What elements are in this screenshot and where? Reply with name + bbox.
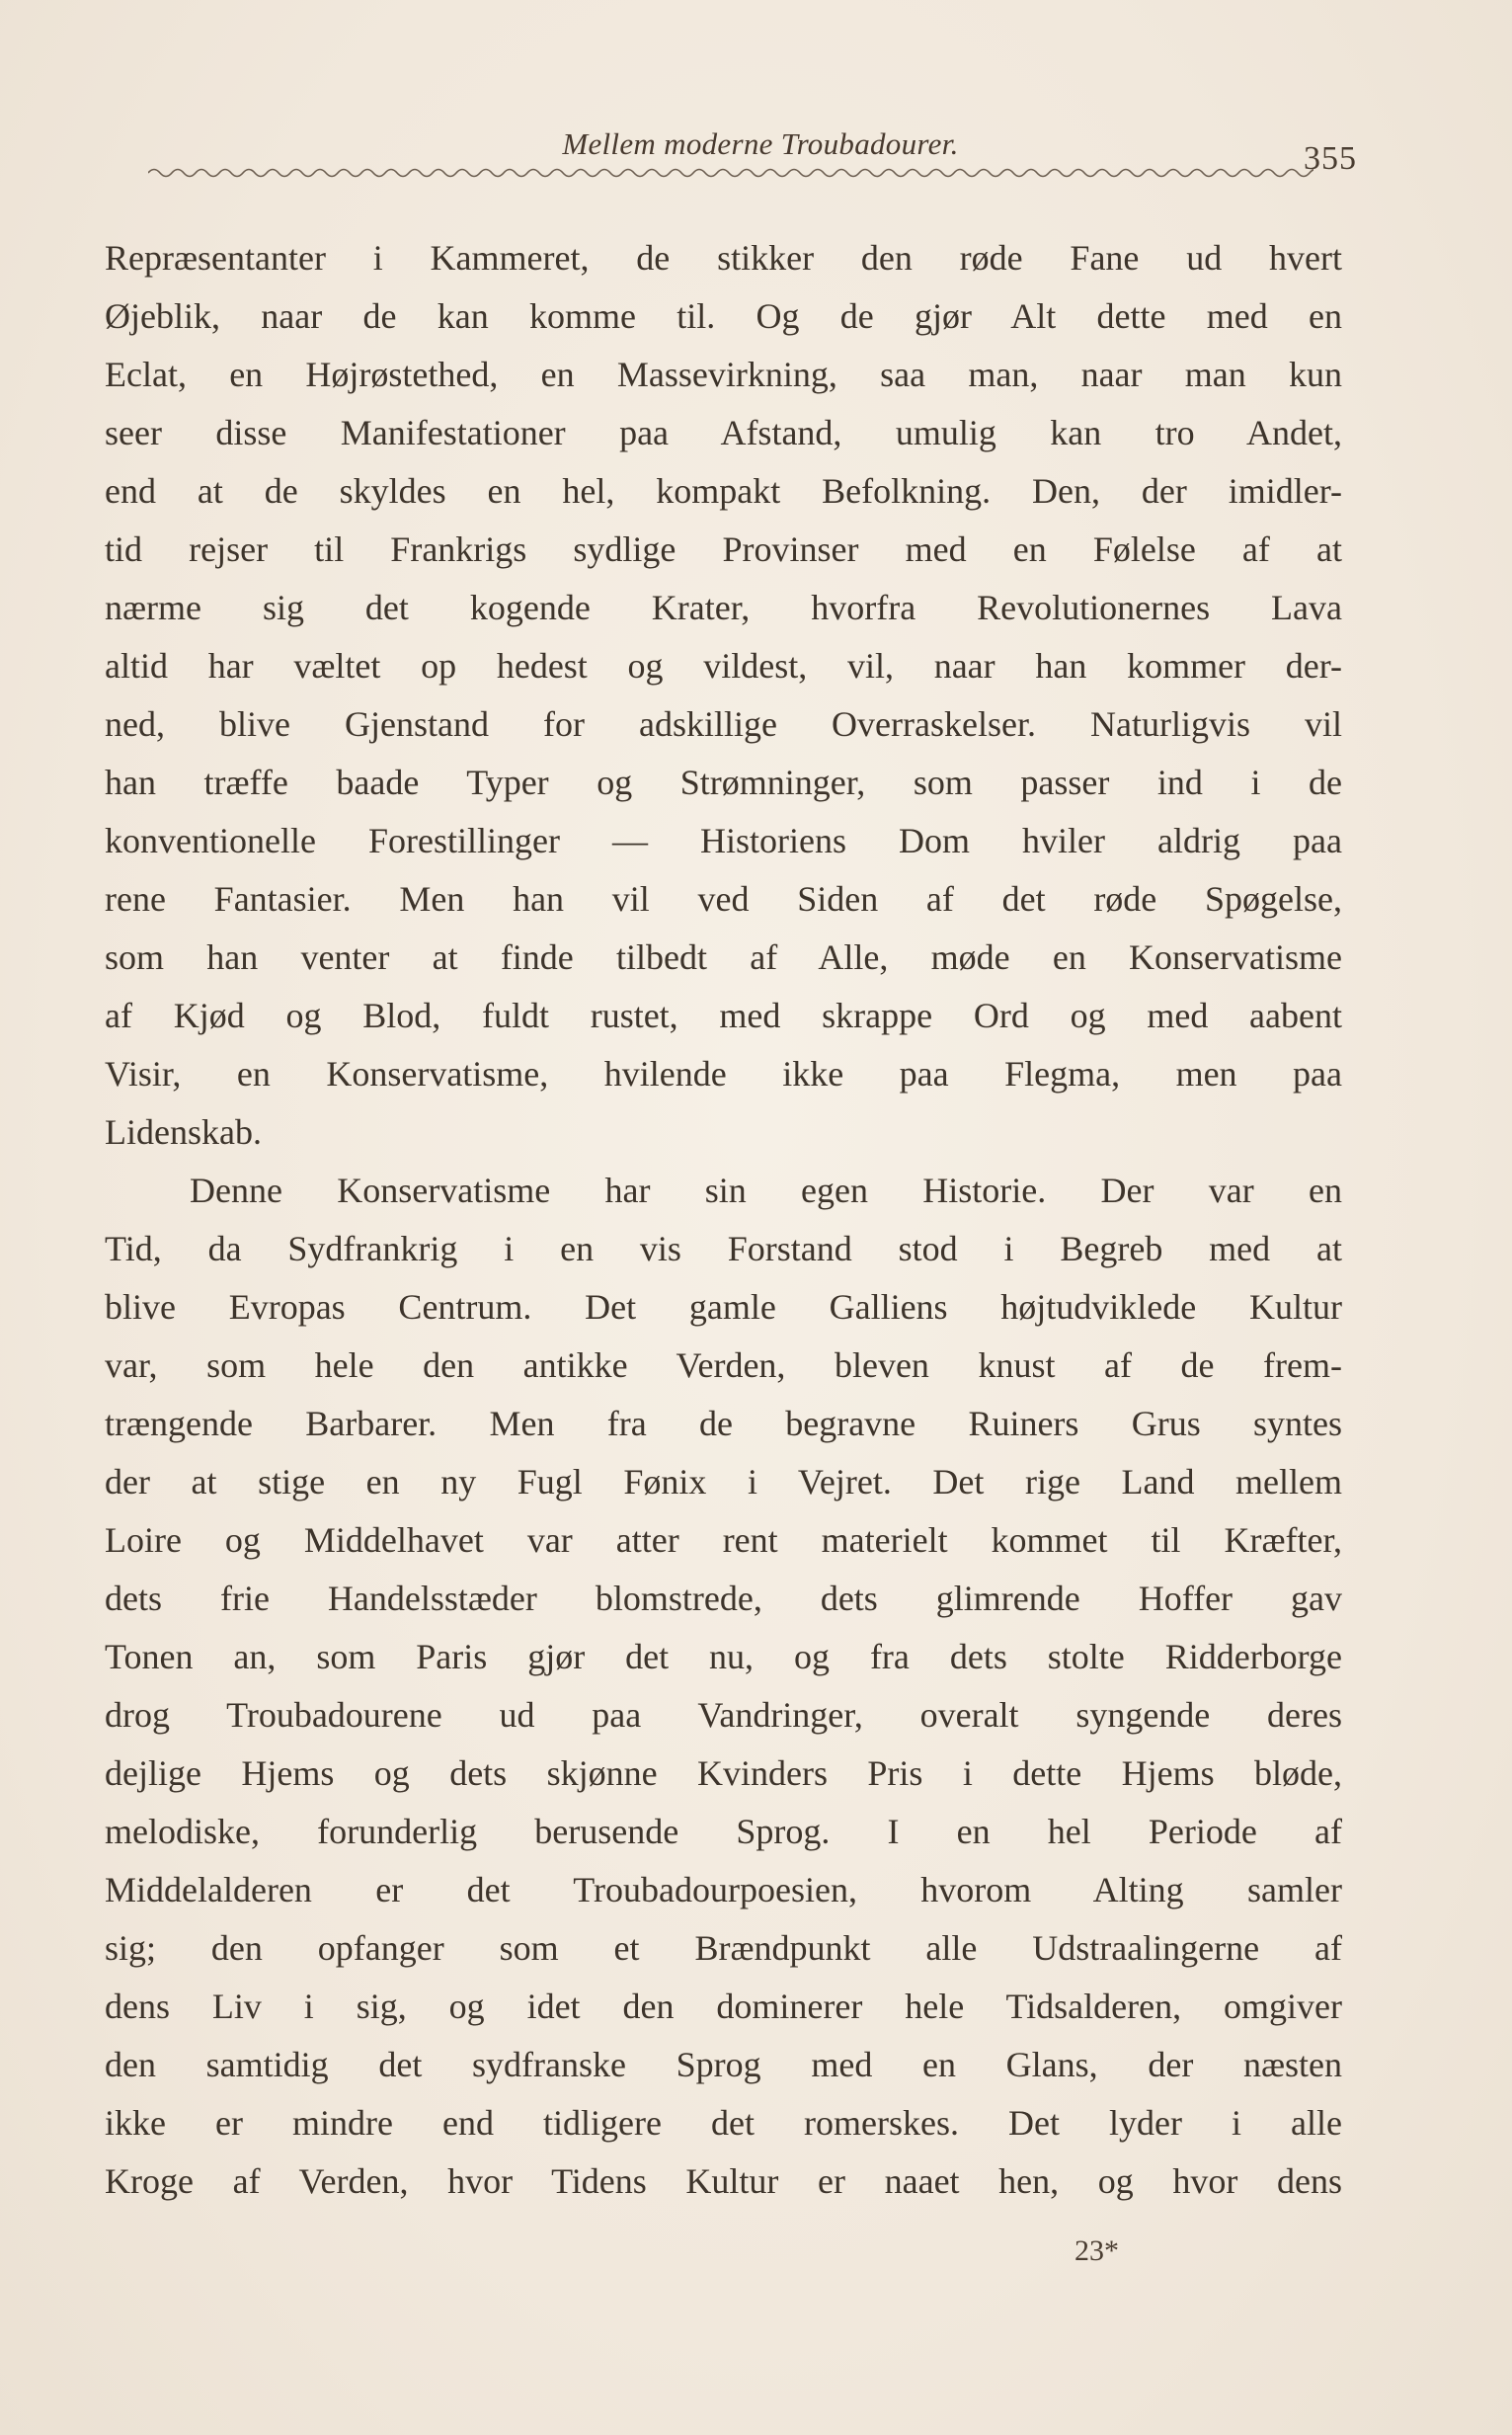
text-line: Eclat, en Højrøstethed, en Massevirkning, saa man, naar man kun	[105, 355, 1342, 394]
text-line: Tonen an, som Paris gjør det nu, og fra dets stolte Ridderborge	[105, 1637, 1342, 1676]
text-line: Middelalderen er det Troubadourpoesien, hvorom Alting samler	[105, 1870, 1342, 1909]
text-line: der at stige en ny Fugl Fønix i Vejret. Det rige Land mellem	[105, 1462, 1342, 1502]
running-title: Mellem moderne Troubadourer.	[562, 126, 959, 161]
text-line: melodiske, forunderlig berusende Sprog. I en hel Periode af	[105, 1812, 1342, 1851]
text-line: Øjeblik, naar de kan komme til. Og de gjør Alt dette med en	[105, 296, 1342, 336]
text-line: dets frie Handelsstæder blomstrede, dets glimrende Hoffer gav	[105, 1579, 1342, 1618]
decorative-rule	[148, 164, 1313, 182]
text-line: sig; den opfanger som et Brændpunkt alle Udstraalingerne af	[105, 1928, 1342, 1968]
text-line: Kroge af Verden, hvor Tidens Kultur er naaet hen, og hvor dens	[105, 2161, 1342, 2201]
text-line: han træffe baade Typer og Strømninger, som passer ind i de	[105, 763, 1342, 802]
text-line: konventionelle Forestillinger — Historiens Dom hviler aldrig paa	[105, 821, 1342, 860]
text-line: ikke er mindre end tidligere det romerskes. Det lyder i alle	[105, 2103, 1342, 2143]
running-head	[168, 126, 1357, 190]
text-line: seer disse Manifestationer paa Afstand, umulig kan tro Andet,	[105, 413, 1342, 452]
wavy-rule-icon	[148, 164, 1313, 182]
page-number: 355	[1304, 140, 1357, 177]
main-text	[105, 229, 1342, 2211]
text-line: var, som hele den antikke Verden, bleven knust af de frem-	[105, 1345, 1342, 1385]
text-line: rene Fantasier. Men han vil ved Siden af det røde Spøgelse,	[105, 879, 1342, 919]
text-line: Loire og Middelhavet var atter rent materielt kommet til Kræfter,	[105, 1520, 1342, 1560]
text-line: af Kjød og Blod, fuldt rustet, med skrappe Ord og med aabent	[105, 996, 1342, 1035]
text-line: Denne Konservatisme har sin egen Historie. Der var en	[190, 1171, 1342, 1210]
text-line: dejlige Hjems og dets skjønne Kvinders Pris i dette Hjems bløde,	[105, 1753, 1342, 1793]
text-line: end at de skyldes en hel, kompakt Befolkning. Den, der imidler-	[105, 471, 1342, 511]
text-line: Tid, da Sydfrankrig i en vis Forstand stod i Begreb med at	[105, 1229, 1342, 1268]
text-line: Visir, en Konservatisme, hvilende ikke paa Flegma, men paa	[105, 1054, 1342, 1094]
text-line: Lidenskab.	[105, 1112, 262, 1152]
text-line: trængende Barbarer. Men fra de begravne Ruiners Grus syntes	[105, 1404, 1342, 1443]
text-line: ned, blive Gjenstand for adskillige Overraskelser. Naturligvis vil	[105, 704, 1342, 744]
text-line: nærme sig det kogende Krater, hvorfra Revolutionernes Lava	[105, 588, 1342, 627]
text-line: drog Troubadourene ud paa Vandringer, overalt syngende deres	[105, 1695, 1342, 1735]
text-line: tid rejser til Frankrigs sydlige Provinser med en Følelse af at	[105, 529, 1342, 569]
text-line: Repræsentanter i Kammeret, de stikker den røde Fane ud hvert	[105, 238, 1342, 278]
signature-mark: 23*	[1074, 2234, 1119, 2267]
text-line: altid har væltet op hedest og vildest, vil, naar han kommer der-	[105, 646, 1342, 686]
text-line: blive Evropas Centrum. Det gamle Galliens højtudviklede Kultur	[105, 1287, 1342, 1327]
text-line: som han venter at finde tilbedt af Alle, møde en Konservatisme	[105, 937, 1342, 977]
text-line: dens Liv i sig, og idet den dominerer hele Tidsalderen, omgiver	[105, 1987, 1342, 2026]
text-line: den samtidig det sydfranske Sprog med en Glans, der næsten	[105, 2045, 1342, 2084]
